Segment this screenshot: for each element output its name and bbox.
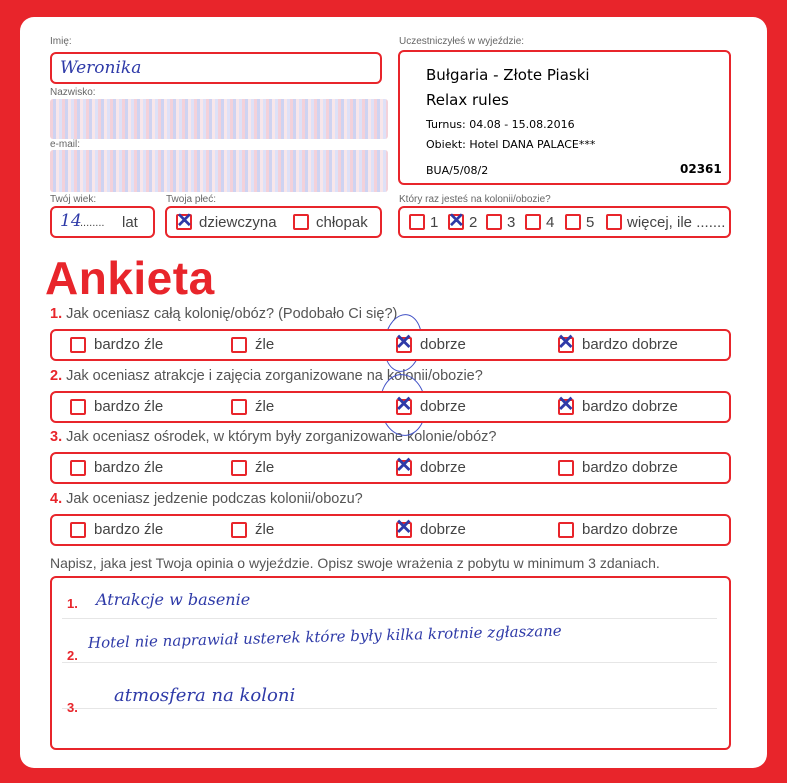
age-label: Twój wiek: xyxy=(50,194,97,205)
times-label: Który raz jesteś na kolonii/obozie? xyxy=(399,194,551,205)
question-text: Jak oceniasz atrakcje i zajęcia zorganizowane na kolonii/obozie? xyxy=(66,367,483,384)
x-mark-icon: ✕ xyxy=(395,454,413,477)
opinion-prompt: Napisz, jaka jest Twoja opinia o wyjeździe. Opisz swoje wrażenia z pobytu w minimum 3 zdaniach. xyxy=(50,555,660,571)
question-text: Jak oceniasz całą kolonię/obóz? (Podobało Ci się?) xyxy=(66,306,398,322)
question-4 xyxy=(50,491,363,507)
survey-title: Ankieta xyxy=(45,252,215,304)
trip-code: BUA/5/08/2 xyxy=(426,164,489,177)
rating-option-label: bardzo dobrze xyxy=(582,336,678,353)
times-option-1: 1 xyxy=(430,214,439,231)
x-mark-icon: ✕ xyxy=(557,392,575,416)
question-text: Jak oceniasz ośrodek, w którym były zorganizowane kolonie/obóz? xyxy=(66,429,497,445)
times-option-5: 5 xyxy=(586,214,595,231)
rating-option-label: dobrze xyxy=(420,459,466,476)
rating-option-label: bardzo dobrze xyxy=(582,459,678,476)
rating-checkbox-q3-1[interactable] xyxy=(70,460,86,476)
trip-info-box xyxy=(398,50,731,185)
x-mark-icon: ✕ xyxy=(395,331,413,354)
rating-option-label: źle xyxy=(255,397,275,415)
surname-redacted xyxy=(50,99,388,139)
trip-destination: Bułgaria - Złote Piaski xyxy=(426,66,590,84)
x-mark-icon: ✕ xyxy=(395,392,413,416)
x-mark-icon: ✕ xyxy=(557,331,575,354)
opinion-textarea[interactable] xyxy=(50,576,731,750)
name-field[interactable] xyxy=(50,52,382,84)
rating-checkbox-q2-2[interactable] xyxy=(231,399,247,415)
trip-number: 02361 xyxy=(680,162,722,176)
rating-checkbox-q2-1[interactable] xyxy=(70,399,86,415)
rating-checkbox-q3-3[interactable] xyxy=(396,460,412,476)
rating-option-label: bardzo źle xyxy=(94,520,164,538)
question-3 xyxy=(50,429,496,445)
x-mark-icon: ✕ xyxy=(395,515,413,539)
rating-option-label: źle xyxy=(255,459,275,476)
rating-checkbox-q3-4[interactable] xyxy=(558,460,574,476)
times-checkbox-more[interactable] xyxy=(606,214,622,230)
rating-option-label: bardzo dobrze xyxy=(582,520,678,538)
gender-option-boy: chłopak xyxy=(316,214,368,231)
answer-3-text: atmosfera na koloni xyxy=(114,685,296,706)
gender-checkbox-girl[interactable] xyxy=(176,214,192,230)
rating-checkbox-q4-4[interactable] xyxy=(558,522,574,538)
times-checkbox-3[interactable] xyxy=(486,214,502,230)
times-field xyxy=(398,206,731,238)
rating-option-label: źle xyxy=(255,336,275,353)
answer-2-number: 2. xyxy=(67,648,78,663)
rating-option-label: bardzo dobrze xyxy=(582,397,678,415)
question-number: 3. xyxy=(50,429,63,445)
rating-checkbox-q3-2[interactable] xyxy=(231,460,247,476)
gender-field xyxy=(165,206,382,238)
age-unit: lat xyxy=(122,214,138,231)
question-number: 2. xyxy=(50,367,63,384)
rating-option-label: bardzo źle xyxy=(94,459,164,476)
rating-option-label: dobrze xyxy=(420,336,466,353)
times-checkbox-1[interactable] xyxy=(409,214,425,230)
rating-checkbox-q2-4[interactable] xyxy=(558,399,574,415)
answer-3-number: 3. xyxy=(67,700,78,715)
question-1 xyxy=(50,306,397,322)
gender-option-girl: dziewczyna xyxy=(199,214,277,231)
rating-checkbox-q2-3[interactable] xyxy=(396,399,412,415)
rating-checkbox-q4-2[interactable] xyxy=(231,522,247,538)
trip-label: Uczestniczyłeś w wyjeździe: xyxy=(399,36,525,47)
age-dots: ........ xyxy=(80,217,105,229)
times-option-3: 3 xyxy=(507,214,516,231)
times-checkbox-4[interactable] xyxy=(525,214,541,230)
rating-option-label: dobrze xyxy=(420,397,466,415)
gender-checkbox-boy[interactable] xyxy=(293,214,309,230)
age-field[interactable] xyxy=(50,206,155,238)
rating-option-label: bardzo źle xyxy=(94,336,164,353)
trip-hotel: Obiekt: Hotel DANA PALACE*** xyxy=(426,138,596,151)
name-label: Imię: xyxy=(50,36,72,47)
trip-program: Relax rules xyxy=(426,91,509,109)
email-redacted xyxy=(50,150,388,192)
times-checkbox-5[interactable] xyxy=(565,214,581,230)
trip-term: Turnus: 04.08 - 15.08.2016 xyxy=(426,118,575,131)
answer-2-text: Hotel nie naprawiał usterek które były kilka krotnie zgłaszane xyxy=(87,621,562,652)
x-mark-icon: ✕ xyxy=(448,210,465,232)
answer-1-text: Atrakcje w basenie xyxy=(96,590,251,609)
rating-checkbox-q4-1[interactable] xyxy=(70,522,86,538)
answer-1-number: 1. xyxy=(67,596,78,611)
rating-checkbox-q4-3[interactable] xyxy=(396,522,412,538)
gender-label: Twoja płeć: xyxy=(166,194,217,205)
rating-checkbox-q1-3[interactable] xyxy=(396,337,412,353)
question-number: 1. xyxy=(50,306,63,322)
times-option-more: więcej, ile ....... xyxy=(627,214,726,231)
times-checkbox-2[interactable] xyxy=(448,214,464,230)
rating-option-label: bardzo źle xyxy=(94,397,164,415)
rating-option-label: dobrze xyxy=(420,520,466,538)
question-2 xyxy=(50,368,483,384)
age-value: 14 xyxy=(60,211,82,231)
question-number: 4. xyxy=(50,490,63,507)
x-mark-icon: ✕ xyxy=(176,210,193,232)
question-text: Jak oceniasz jedzenie podczas kolonii/obozu? xyxy=(66,490,363,507)
rating-option-label: źle xyxy=(255,520,275,538)
email-label: e-mail: xyxy=(50,139,81,150)
surname-label: Nazwisko: xyxy=(50,87,96,98)
survey-sheet xyxy=(20,17,767,768)
rating-checkbox-q1-4[interactable] xyxy=(558,337,574,353)
name-value: Weronika xyxy=(60,58,142,78)
rating-checkbox-q1-1[interactable] xyxy=(70,337,86,353)
times-option-4: 4 xyxy=(546,214,555,231)
rating-checkbox-q1-2[interactable] xyxy=(231,337,247,353)
times-option-2: 2 xyxy=(469,214,478,231)
